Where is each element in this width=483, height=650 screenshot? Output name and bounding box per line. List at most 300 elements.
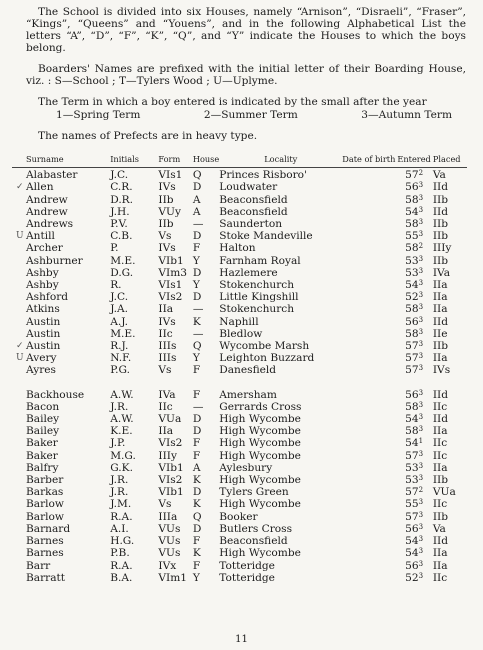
dob-cell xyxy=(342,230,395,242)
entered-cell xyxy=(395,316,433,328)
form-cell: IIc xyxy=(158,327,173,340)
entered-year: 56 xyxy=(405,388,419,401)
form-cell: VIm1 xyxy=(158,571,188,584)
table-row xyxy=(12,523,467,535)
table-row xyxy=(12,364,467,376)
placed-cell: IIa xyxy=(432,303,448,316)
initials-cell: J.R. xyxy=(110,474,129,487)
surname-cell xyxy=(12,242,110,254)
table-row xyxy=(12,535,467,547)
table-row xyxy=(12,413,467,425)
table-row xyxy=(12,291,467,303)
locality-cell: High Wycombe xyxy=(219,449,301,462)
house-cell: Y xyxy=(192,279,200,292)
table-row xyxy=(12,267,467,279)
entered-cell xyxy=(395,523,433,535)
margin-mark: U xyxy=(16,231,24,242)
placed-cell: IIe xyxy=(432,327,448,340)
locality-cell: Booker xyxy=(219,510,258,523)
dob-cell xyxy=(342,498,395,510)
section-b xyxy=(12,389,467,584)
locality-cell: Halton xyxy=(219,242,256,255)
house-cell: Y xyxy=(192,571,200,584)
entered-cell xyxy=(395,279,433,291)
table-row xyxy=(12,194,467,206)
surname-cell xyxy=(12,267,110,279)
entered-cell xyxy=(395,425,433,437)
dob-cell xyxy=(342,181,395,193)
entered-cell xyxy=(395,328,433,340)
term-spring: 1—Spring Term xyxy=(56,109,141,121)
surname-cell xyxy=(12,560,110,572)
entered-cell xyxy=(395,364,433,376)
dob-cell xyxy=(342,413,395,425)
surname: Andrews xyxy=(26,218,74,231)
form-cell: VIb1 xyxy=(158,254,184,267)
surname-cell xyxy=(12,230,110,242)
form-cell: VIs1 xyxy=(158,169,183,182)
initials-cell: C.B. xyxy=(110,230,133,243)
locality-cell: High Wycombe xyxy=(219,498,301,511)
surname: Alabaster xyxy=(26,169,78,182)
locality-cell: Totteridge xyxy=(219,571,275,584)
margin-mark: ✓ xyxy=(16,182,24,193)
entered-year: 56 xyxy=(405,559,419,572)
entered-cell xyxy=(395,181,433,193)
house-cell: A xyxy=(192,461,201,474)
surname: Austin xyxy=(26,340,61,353)
initials-cell: N.F. xyxy=(110,352,132,365)
surname-cell xyxy=(12,523,110,535)
houses-paragraph: The School is divided into six Houses, namely “Arnison”, “Disraeli”, “Fraser”, “Kings”, “Queens” and “Youens”, and in the following Alphabetical List the letters “A”, “D”, “F”, “K”, “Q”, and “Y” indicate the Houses to which the boys belong. xyxy=(26,6,466,54)
surname-cell xyxy=(12,425,110,437)
table-row xyxy=(12,511,467,523)
initials-cell: P.G. xyxy=(110,364,131,377)
col-initials: Initials xyxy=(110,153,158,168)
entered-term: 3 xyxy=(418,218,424,227)
locality-cell: Princes Risboro' xyxy=(219,169,307,182)
surname: Allen xyxy=(26,181,54,194)
entered-term: 3 xyxy=(418,291,424,300)
dob-cell xyxy=(342,535,395,547)
table-row xyxy=(12,206,467,218)
dob-cell xyxy=(342,462,395,474)
surname-cell xyxy=(12,462,110,474)
entered-cell xyxy=(395,267,433,279)
locality-cell: High Wycombe xyxy=(219,425,301,438)
form-cell: VUa xyxy=(158,413,182,426)
surname-cell xyxy=(12,291,110,303)
surname: Atkins xyxy=(26,303,60,316)
dob-cell xyxy=(342,511,395,523)
entered-year: 55 xyxy=(405,498,419,511)
entered-term: 3 xyxy=(418,303,424,312)
dob-cell xyxy=(342,242,395,254)
initials-cell: B.A. xyxy=(110,571,133,584)
entered-cell xyxy=(395,401,433,413)
locality-cell: High Wycombe xyxy=(219,413,301,426)
school-roll-table xyxy=(12,153,467,584)
term-legend xyxy=(26,109,466,121)
entered-term: 3 xyxy=(418,522,424,531)
house-cell: K xyxy=(192,498,201,511)
entered-year: 58 xyxy=(405,193,419,206)
entered-year: 54 xyxy=(405,413,419,426)
surname: Austin xyxy=(26,327,61,340)
house-cell: A xyxy=(192,193,201,206)
table-row xyxy=(12,401,467,413)
surname-cell xyxy=(12,340,110,352)
form-cell: VUs xyxy=(158,547,181,560)
entered-term: 3 xyxy=(418,388,424,397)
form-cell: IIIs xyxy=(158,352,177,365)
dob-cell xyxy=(342,547,395,559)
entered-year: 52 xyxy=(405,291,419,304)
surname: Barnard xyxy=(26,522,71,535)
locality-cell: High Wycombe xyxy=(219,474,301,487)
entered-year: 56 xyxy=(405,181,419,194)
form-cell: VUs xyxy=(158,522,181,535)
surname: Bailey xyxy=(26,425,60,438)
table-row xyxy=(12,450,467,462)
entered-term: 3 xyxy=(418,510,424,519)
entered-cell xyxy=(395,511,433,523)
form-cell: IIb xyxy=(158,218,174,231)
entered-year: 54 xyxy=(405,279,419,292)
entered-year: 57 xyxy=(405,510,419,523)
entered-term: 3 xyxy=(418,535,424,544)
placed-cell: Va xyxy=(432,169,446,182)
locality-cell: Little Kingshill xyxy=(219,291,299,304)
col-locality: Locality xyxy=(219,153,342,168)
initials-cell: J.A. xyxy=(110,303,129,316)
col-house: House xyxy=(193,153,219,168)
table-row xyxy=(12,340,467,352)
entered-term: 3 xyxy=(418,254,424,263)
entered-cell xyxy=(395,352,433,364)
entered-term: 3 xyxy=(418,279,424,288)
initials-cell: P.V. xyxy=(110,218,128,231)
dob-cell xyxy=(342,486,395,498)
placed-cell: IIa xyxy=(432,547,448,560)
entered-term: 2 xyxy=(418,242,424,251)
entered-term: 3 xyxy=(418,425,424,434)
placed-cell: IVs xyxy=(432,364,451,377)
entered-cell xyxy=(395,218,433,230)
surname: Austin xyxy=(26,315,61,328)
initials-cell: J.M. xyxy=(110,498,132,511)
initials-cell: K.E. xyxy=(110,425,133,438)
placed-cell: IIc xyxy=(432,498,448,511)
locality-cell: Amersham xyxy=(219,388,277,401)
dob-cell xyxy=(342,267,395,279)
form-cell: IVx xyxy=(158,559,177,572)
col-placed: Placed xyxy=(433,153,467,168)
entered-cell xyxy=(395,462,433,474)
entered-year: 58 xyxy=(405,327,419,340)
placed-cell: IIa xyxy=(432,425,448,438)
surname: Baker xyxy=(26,437,58,450)
entered-term: 1 xyxy=(418,437,424,446)
dob-cell xyxy=(342,218,395,230)
house-cell: — xyxy=(192,400,204,413)
surname-cell xyxy=(12,279,110,291)
locality-cell: Beaconsfield xyxy=(219,535,288,548)
initials-cell: A.W. xyxy=(110,413,134,426)
house-cell: D xyxy=(192,522,202,535)
entered-term: 3 xyxy=(418,547,424,556)
surname-cell xyxy=(12,194,110,206)
entered-term: 3 xyxy=(418,400,424,409)
placed-cell: IIa xyxy=(432,461,448,474)
house-cell: — xyxy=(192,303,204,316)
entered-term: 3 xyxy=(418,193,424,202)
entered-term: 3 xyxy=(418,571,424,580)
surname-cell xyxy=(12,511,110,523)
entered-year: 53 xyxy=(405,474,419,487)
placed-cell: IIb xyxy=(432,193,449,206)
entered-year: 54 xyxy=(405,547,419,560)
entered-year: 54 xyxy=(405,535,419,548)
table-row xyxy=(12,181,467,193)
form-cell: IVa xyxy=(158,388,176,401)
surname-cell xyxy=(12,474,110,486)
locality-cell: Naphill xyxy=(219,315,259,328)
locality-cell: Gerrards Cross xyxy=(219,400,302,413)
entered-year: 57 xyxy=(405,449,419,462)
form-cell: Vs xyxy=(158,498,172,511)
house-cell: F xyxy=(192,364,201,377)
house-cell: F xyxy=(192,388,201,401)
col-date-of-birth: Date of birth xyxy=(342,153,395,168)
entered-cell xyxy=(395,474,433,486)
table-row xyxy=(12,169,467,181)
entered-cell xyxy=(395,572,433,584)
form-cell: VUy xyxy=(158,205,181,218)
surname-cell xyxy=(12,572,110,584)
initials-cell: A.J. xyxy=(110,315,129,328)
house-cell: Q xyxy=(192,340,202,353)
dob-cell xyxy=(342,316,395,328)
initials-cell: H.G. xyxy=(110,535,135,548)
house-cell: D xyxy=(192,486,202,499)
form-cell: IIIa xyxy=(158,510,178,523)
surname-cell xyxy=(12,535,110,547)
surname-cell xyxy=(12,181,110,193)
table-row xyxy=(12,242,467,254)
locality-cell: Beaconsfield xyxy=(219,193,288,206)
initials-cell: J.C. xyxy=(110,291,129,304)
prefects-paragraph: The names of Prefects are in heavy type. xyxy=(38,130,258,142)
dob-cell xyxy=(342,352,395,364)
placed-cell: IIa xyxy=(432,352,448,365)
locality-cell: Bledlow xyxy=(219,327,263,340)
form-cell: IVs xyxy=(158,242,176,255)
initials-cell: R. xyxy=(110,279,122,292)
dob-cell xyxy=(342,169,395,181)
surname: Archer xyxy=(26,242,63,255)
initials-cell: D.G. xyxy=(110,266,134,279)
surname: Ashby xyxy=(26,266,59,279)
locality-cell: Tylers Green xyxy=(219,486,289,499)
form-cell: IVs xyxy=(158,181,176,194)
form-cell: VIs1 xyxy=(158,279,183,292)
placed-cell: IIc xyxy=(432,571,448,584)
entered-cell xyxy=(395,194,433,206)
dob-cell xyxy=(342,437,395,449)
entered-cell xyxy=(395,547,433,559)
initials-cell: J.H. xyxy=(110,205,130,218)
locality-cell: Stoke Mandeville xyxy=(219,230,313,243)
entered-year: 57 xyxy=(405,364,419,377)
form-cell: VIs2 xyxy=(158,474,183,487)
placed-cell: IVa xyxy=(432,266,451,279)
entered-year: 58 xyxy=(405,242,419,255)
dob-cell xyxy=(342,303,395,315)
intro-text xyxy=(26,6,466,142)
initials-cell: J.C. xyxy=(110,169,129,182)
locality-cell: Hazlemere xyxy=(219,266,278,279)
surname: Barratt xyxy=(26,571,66,584)
entered-year: 56 xyxy=(405,522,419,535)
surname: Barkas xyxy=(26,486,64,499)
initials-cell: P.B. xyxy=(110,547,130,560)
surname: Ashford xyxy=(26,291,69,304)
initials-cell: A.W. xyxy=(110,388,134,401)
entered-term: 3 xyxy=(418,327,424,336)
term-autumn: 3—Autumn Term xyxy=(361,109,452,121)
locality-cell: High Wycombe xyxy=(219,547,301,560)
table-row xyxy=(12,352,467,364)
placed-cell: IIb xyxy=(432,340,449,353)
section-gap xyxy=(12,377,467,389)
margin-mark: ✓ xyxy=(16,341,24,352)
entered-year: 57 xyxy=(405,169,419,182)
locality-cell: Totteridge xyxy=(219,559,275,572)
surname-cell xyxy=(12,486,110,498)
entered-cell xyxy=(395,169,433,181)
entered-cell xyxy=(395,340,433,352)
dob-cell xyxy=(342,291,395,303)
house-cell: D xyxy=(192,230,202,243)
locality-cell: Stokenchurch xyxy=(219,303,295,316)
dob-cell xyxy=(342,364,395,376)
house-cell: Q xyxy=(192,169,202,182)
entered-cell xyxy=(395,206,433,218)
initials-cell: R.A. xyxy=(110,559,133,572)
surname-cell xyxy=(12,547,110,559)
entered-cell xyxy=(395,291,433,303)
placed-cell: IId xyxy=(432,181,449,194)
entered-year: 57 xyxy=(405,340,419,353)
house-cell: F xyxy=(192,437,201,450)
entered-year: 57 xyxy=(405,352,419,365)
surname-cell xyxy=(12,450,110,462)
dob-cell xyxy=(342,279,395,291)
dob-cell xyxy=(342,206,395,218)
placed-cell: IIc xyxy=(432,449,448,462)
table-row xyxy=(12,462,467,474)
entered-term: 3 xyxy=(418,413,424,422)
entered-cell xyxy=(395,437,433,449)
form-cell: VIs2 xyxy=(158,437,183,450)
locality-cell: Loudwater xyxy=(219,181,278,194)
entered-term: 3 xyxy=(418,364,424,373)
placed-cell: IIa xyxy=(432,291,448,304)
surname-cell xyxy=(12,437,110,449)
surname: Antill xyxy=(26,230,55,243)
table-row xyxy=(12,498,467,510)
entered-term: 3 xyxy=(418,266,424,275)
entered-term: 3 xyxy=(418,315,424,324)
section-a xyxy=(12,169,467,376)
surname: Balfry xyxy=(26,461,59,474)
entered-cell xyxy=(395,560,433,572)
surname: Bacon xyxy=(26,400,60,413)
surname-cell xyxy=(12,169,110,181)
house-cell: — xyxy=(192,218,204,231)
surname-cell xyxy=(12,352,110,364)
dob-cell xyxy=(342,389,395,401)
locality-cell: Wycombe Marsh xyxy=(219,340,310,353)
placed-cell: IId xyxy=(432,388,449,401)
table-header-row xyxy=(12,153,467,168)
surname-cell xyxy=(12,328,110,340)
house-cell: D xyxy=(192,291,202,304)
initials-cell: J.R. xyxy=(110,486,129,499)
dob-cell xyxy=(342,255,395,267)
house-cell: K xyxy=(192,474,201,487)
entered-term: 3 xyxy=(418,181,424,190)
surname-cell xyxy=(12,303,110,315)
form-cell: IIa xyxy=(158,425,174,438)
house-cell: F xyxy=(192,449,201,462)
entered-cell xyxy=(395,413,433,425)
surname: Barber xyxy=(26,474,64,487)
entered-term: 3 xyxy=(418,352,424,361)
form-cell: IIc xyxy=(158,400,173,413)
placed-cell: IId xyxy=(432,535,449,548)
surname-cell xyxy=(12,316,110,328)
entered-year: 52 xyxy=(405,571,419,584)
dob-cell xyxy=(342,450,395,462)
dob-cell xyxy=(342,523,395,535)
dob-cell xyxy=(342,560,395,572)
entered-term: 2 xyxy=(418,486,424,495)
surname: Barnes xyxy=(26,535,64,548)
boarders-paragraph: Boarders' Names are prefixed with the initial letter of their Boarding House, viz. : S—School ; T—Tylers Wood ; U—Uplyme. xyxy=(26,63,466,87)
surname-cell xyxy=(12,206,110,218)
surname-cell xyxy=(12,255,110,267)
table-row xyxy=(12,474,467,486)
dob-cell xyxy=(342,401,395,413)
entered-year: 57 xyxy=(405,486,419,499)
dob-cell xyxy=(342,340,395,352)
placed-cell: IIb xyxy=(432,254,449,267)
table-row xyxy=(12,486,467,498)
entered-year: 58 xyxy=(405,425,419,438)
table-row xyxy=(12,303,467,315)
surname-cell xyxy=(12,218,110,230)
dob-cell xyxy=(342,474,395,486)
locality-cell: Farnham Royal xyxy=(219,254,301,267)
page-number: 11 xyxy=(235,634,248,645)
placed-cell: IIIy xyxy=(432,242,452,255)
col-surname: Surname xyxy=(12,153,110,168)
placed-cell: IId xyxy=(432,205,449,218)
surname: Avery xyxy=(26,352,57,365)
initials-cell: M.E. xyxy=(110,327,136,340)
